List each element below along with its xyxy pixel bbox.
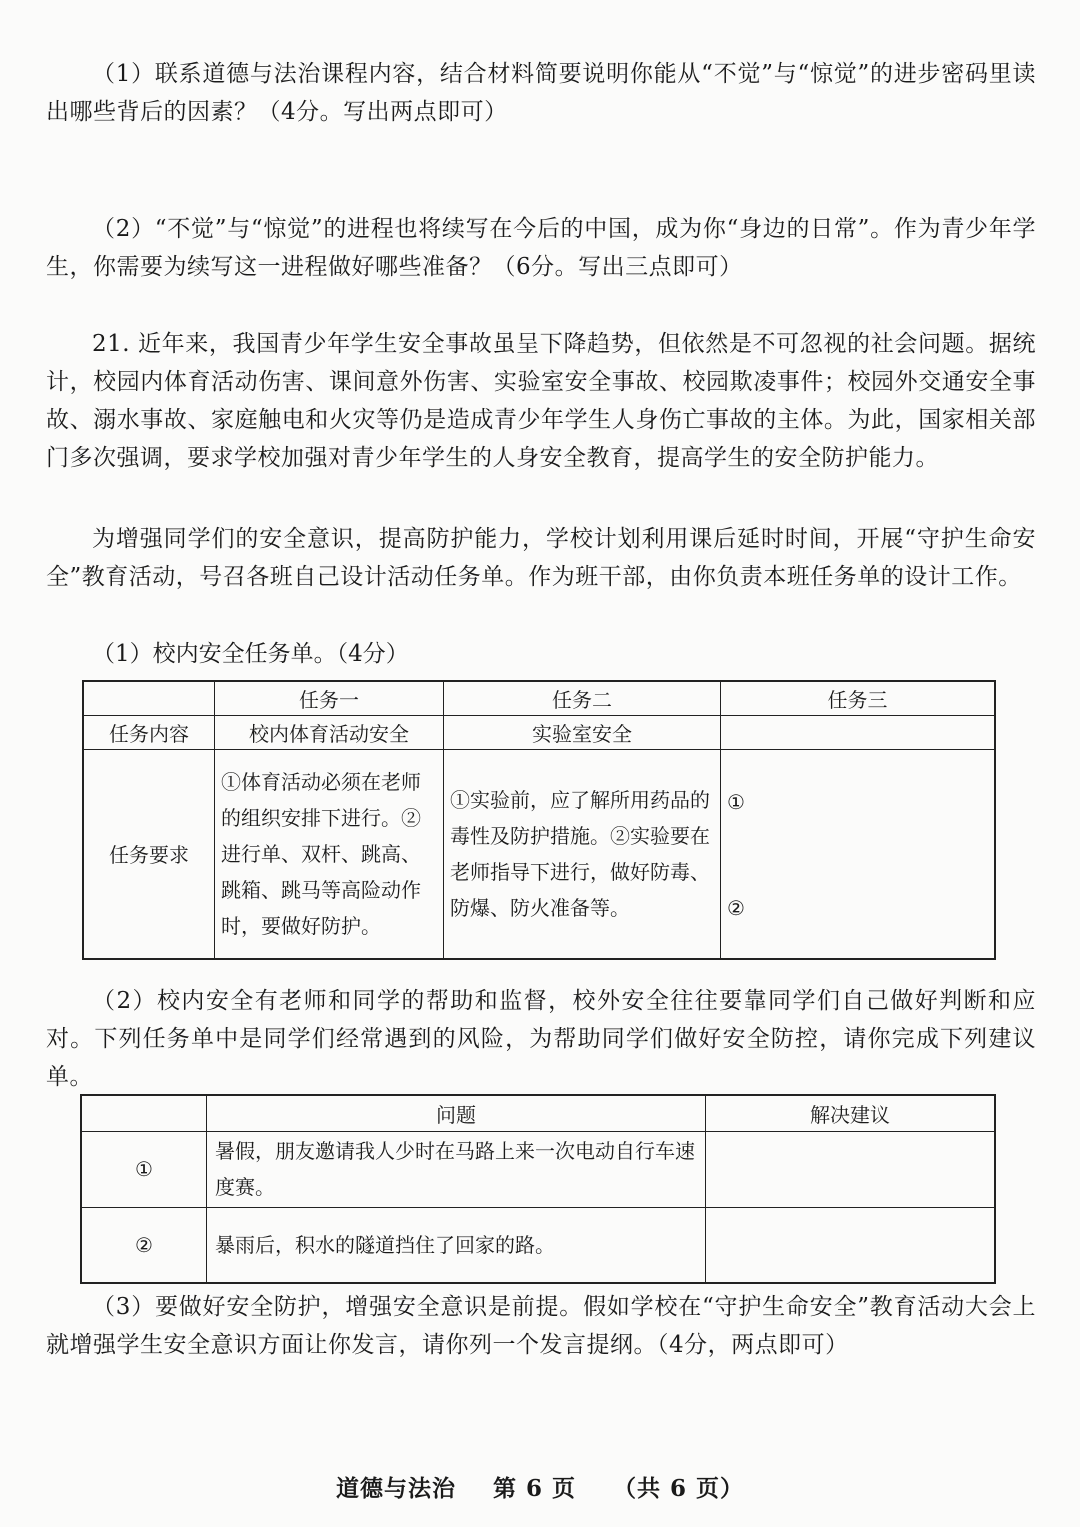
q21-material-text: 21. 近年来，我国青少年学生安全事故虽呈下降趋势，但依然是不可忽视的社会问题。据统计，校园内体育活动伤害、课间意外伤害、实验室安全事故、校园欺凌事件；校园外交通安全事故、溺水事故、家庭触电和火灾等仍是造成青少年学生人身伤亡事故的主体。为此，国家相关部门多次强调，要求学校加强对青少年学生的人身安全教育，提高学生的安全防护能力。 bbox=[46, 331, 1036, 471]
table1-requirement-row bbox=[83, 749, 995, 959]
table1-content-row bbox=[83, 715, 995, 749]
advice-table bbox=[80, 1094, 996, 1284]
table2-header-empty bbox=[81, 1095, 207, 1131]
table1-task1-content: 校内体育活动安全 bbox=[215, 715, 444, 749]
table-row bbox=[81, 1131, 995, 1207]
table1-header-task1: 任务一 bbox=[215, 681, 444, 715]
table1-header-row bbox=[83, 681, 995, 715]
table2-row1-num: ① bbox=[81, 1131, 207, 1207]
footer-page-number: 第 6 页 bbox=[492, 1475, 576, 1502]
table1-task2-requirement: ①实验前，应了解所用药品的毒性及防护措施。②实验要在老师指导下进行，做好防毒、防爆、防火准备等。 bbox=[444, 749, 721, 959]
page-footer bbox=[0, 1470, 1080, 1503]
task3-mark-2: ② bbox=[727, 895, 745, 920]
table2-row2-advice-blank[interactable] bbox=[706, 1207, 996, 1283]
table1-task2-content: 实验室安全 bbox=[444, 715, 721, 749]
table2-row1-advice-blank[interactable] bbox=[706, 1131, 996, 1207]
table2-header-problem: 问题 bbox=[207, 1095, 706, 1131]
task3-mark-1: ① bbox=[727, 789, 745, 814]
table2-row1-problem: 暑假，朋友邀请我人少时在马路上来一次电动自行车速度赛。 bbox=[207, 1131, 706, 1207]
table1-header-task2: 任务二 bbox=[444, 681, 721, 715]
table1-content-label: 任务内容 bbox=[83, 715, 215, 749]
table1-header-empty bbox=[83, 681, 215, 715]
table2-header-row bbox=[81, 1095, 995, 1131]
table1-task3-content[interactable] bbox=[721, 715, 996, 749]
q21-sub1-label: （1）校内安全任务单。（4分） bbox=[92, 641, 409, 667]
footer-subject: 道德与法治 bbox=[335, 1475, 456, 1502]
q21-sub3-text: （3）要做好安全防护，增强安全意识是前提。假如学校在“守护生命安全”教育活动大会上就增强学生安全意识方面让你发言，请你列一个发言提纲。（4分，两点即可） bbox=[46, 1294, 1036, 1358]
table1-requirement-label: 任务要求 bbox=[83, 749, 215, 959]
q20-sub1-text: （1）联系道德与法治课程内容，结合材料简要说明你能从“不觉”与“惊觉”的进步密码里读出哪些背后的因素？（4分。写出两点即可） bbox=[46, 61, 1036, 125]
table1-task1-requirement: ①体育活动必须在老师的组织安排下进行。②进行单、双杆、跳高、跳箱、跳马等高险动作时，要做好防护。 bbox=[215, 749, 444, 959]
table1-header-task3: 任务三 bbox=[721, 681, 996, 715]
q21-sub2-text: （2）校内安全有老师和同学的帮助和监督，校外安全往往要靠同学们自己做好判断和应对。下列任务单中是同学们经常遇到的风险，为帮助同学们做好安全防控，请你完成下列建议单。 bbox=[46, 988, 1036, 1090]
campus-safety-task-table bbox=[82, 680, 996, 960]
table2-row2-problem: 暴雨后，积水的隧道挡住了回家的路。 bbox=[207, 1207, 706, 1283]
q21-context-text: 为增强同学们的安全意识，提高防护能力，学校计划利用课后延时时间，开展“守护生命安全”教育活动，号召各班自己设计活动任务单。作为班干部，由你负责本班任务单的设计工作。 bbox=[46, 526, 1036, 590]
table-row bbox=[81, 1207, 995, 1283]
footer-total-pages: （共 6 页） bbox=[613, 1475, 745, 1502]
table1-task3-requirement-blank[interactable] bbox=[721, 749, 996, 959]
table2-header-advice: 解决建议 bbox=[706, 1095, 996, 1131]
q20-sub2-text: （2）“不觉”与“惊觉”的进程也将续写在今后的中国，成为你“身边的日常”。作为青少年学生，你需要为续写这一进程做好哪些准备？（6分。写出三点即可） bbox=[46, 216, 1036, 280]
table2-row2-num: ② bbox=[81, 1207, 207, 1283]
